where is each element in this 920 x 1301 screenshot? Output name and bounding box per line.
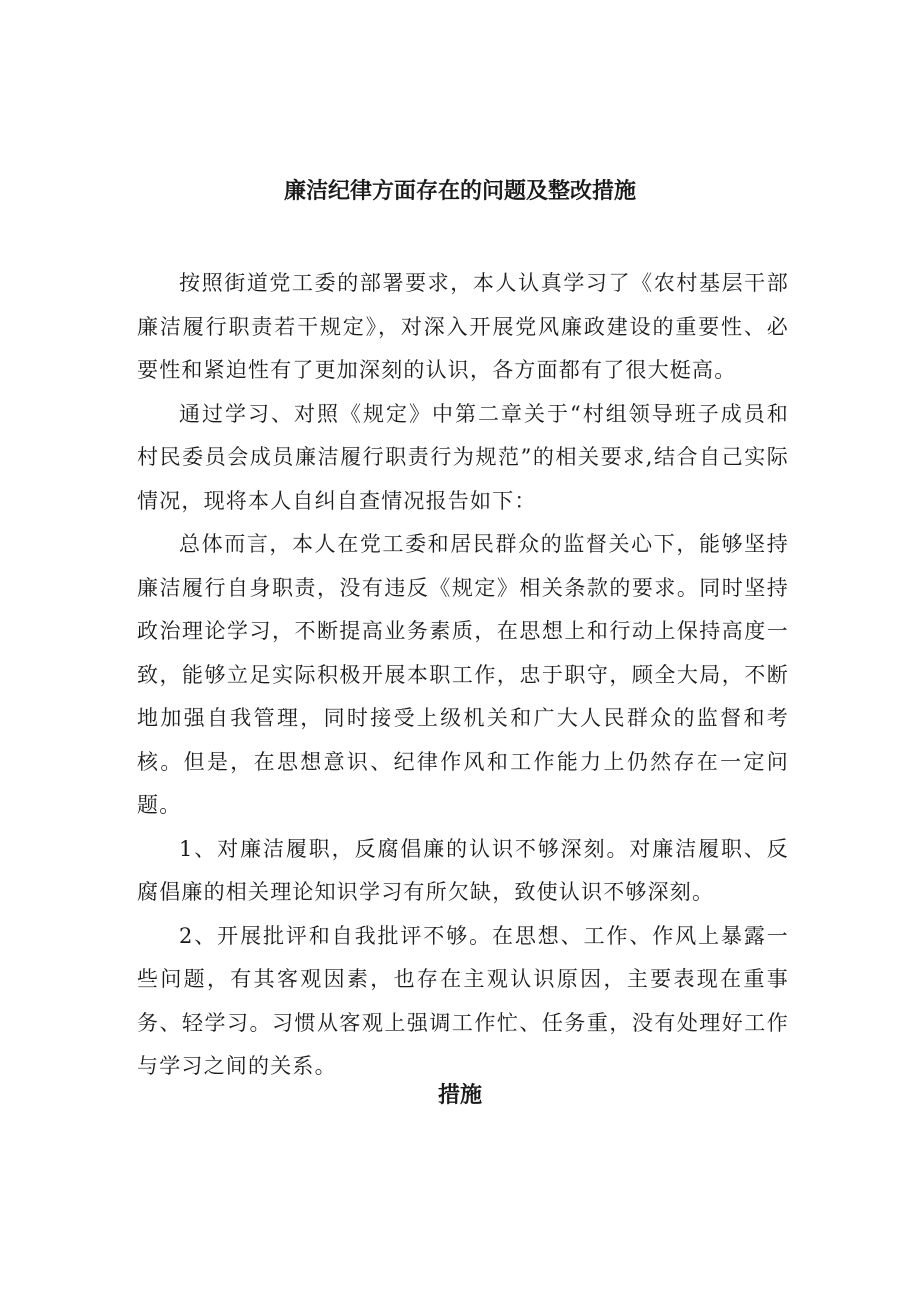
document-body (137, 262, 789, 1089)
section-heading-measures: 措施 (437, 1083, 482, 1108)
paragraph-intro: 按照街道党工委的部署要求，本人认真学习了《农村基层干部廉洁履行职责若干规定》，对深入开展党风廉政建设的重要性、必要性和紧迫性有了更加深刻的认识，各方面都有了很大梃高。 (137, 271, 789, 382)
document-title: 廉洁纪律方面存在的问题及整改措施 (283, 179, 636, 204)
paragraph-overall: 总体而言，本人在党工委和居民群众的监督关心下，能够坚持廉洁履行自身职责，没有违反《规定》相关条款的要求。同时坚持政治理论学习，不断提高业务素质，在思想上和行动上保持高度一致，能够立足实际积极开展本职工作，忠于职守，顾全大局，不断地加强自我管理，同时接受上级机关和广大人民群众的监督和考核。但是，在思想意识、纪律作风和工作能力上仍然存在一定问题。 (137, 532, 789, 817)
paragraph-problem-2: 2、开展批评和自我批评不够。在思想、工作、作风上暴露一些问题，有其客观因素，也存在主观认识原因，主要表现在重事务、轻学习。习惯从客观上强调工作忙、任务重，没有处理好工作与学习之间的关系。 (137, 923, 789, 1078)
paragraph-problem-1: 1、对廉洁履职，反腐倡廉的认识不够深刻。对廉洁履职、反腐倡廉的相关理论知识学习有所欠缺，致使认识不够深刻。 (137, 836, 789, 904)
paragraph-study: 通过学习、对照《规定》中第二章关于“村组领导班子成员和村民委员会成员廉洁履行职责行为规范”的相关要求,结合自己实际情况，现将本人自纠自查情况报告如下： (137, 401, 789, 513)
